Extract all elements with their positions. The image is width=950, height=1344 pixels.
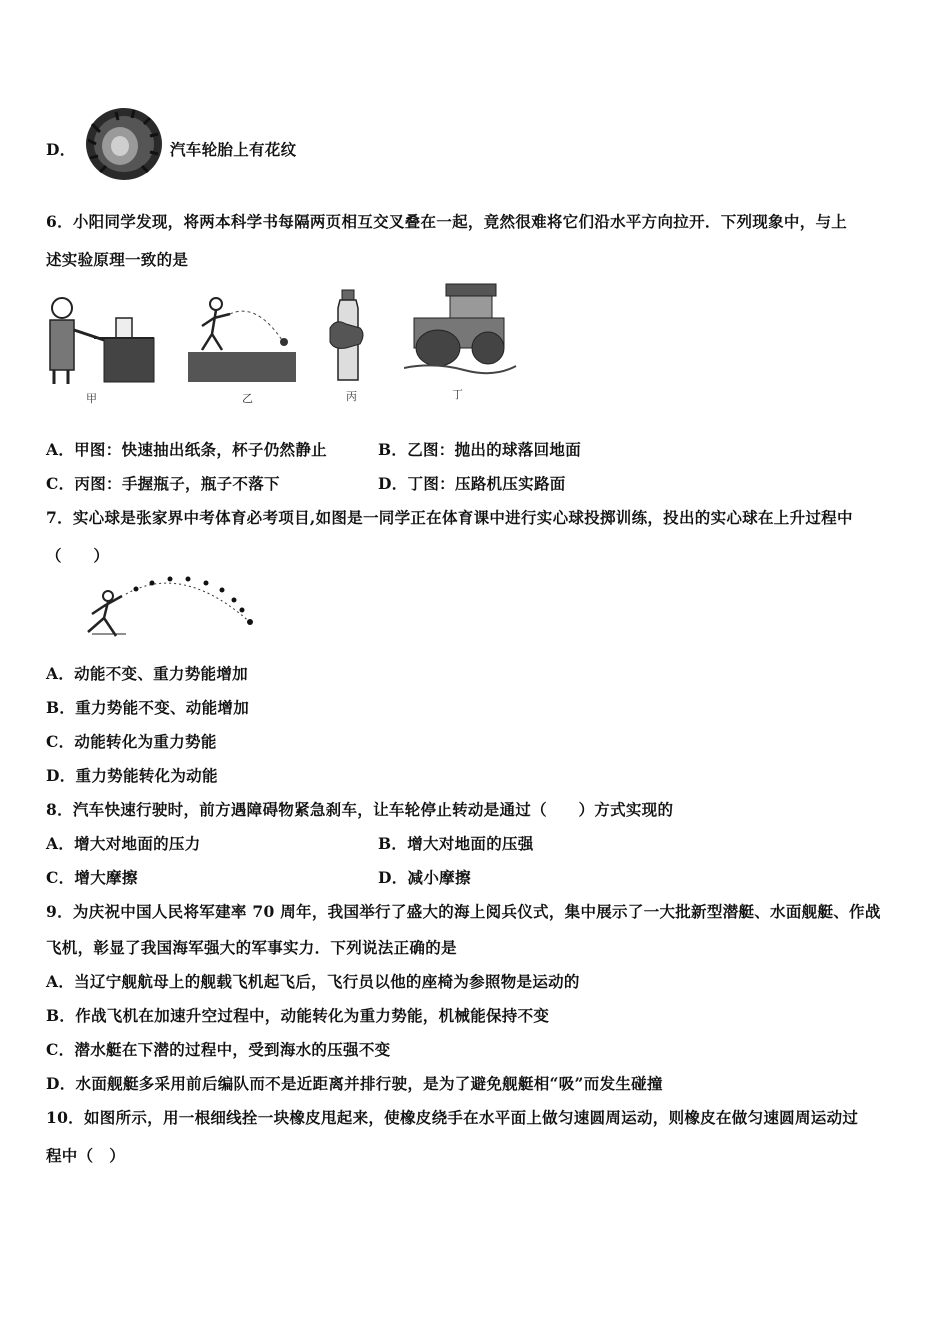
q9-option-d: D．水面舰艇多采用前后编队而不是近距离并排行驶，是为了避免舰艇相“吸”而发生碰撞: [46, 1074, 663, 1093]
figure-shot-put-trajectory: [74, 570, 264, 640]
caption-bing: 丙: [346, 390, 357, 403]
q10-stem-line1: 10．如图所示，用一根细线拴一块橡皮甩起来，使橡皮绕手在水平面上做匀速圆周运动，则橡皮在做匀速圆周运动过: [46, 1108, 859, 1127]
q9-option-b: B．作战飞机在加速升空过程中，动能转化为重力势能，机械能保持不变: [46, 1006, 550, 1025]
q8-option-b: B．增大对地面的压强: [378, 834, 534, 853]
q9-stem-line1: 9．为庆祝中国人民将军建率 70 周年，我国举行了盛大的海上阅兵仪式，集中展示了一大批新型潜艇、水面舰艇、作战: [46, 902, 881, 921]
q7-stem-line1: 7．实心球是张家界中考体育必考项目,如图是一同学正在体育课中进行实心球投掷训练，投出的实心球在上升过程中: [46, 508, 853, 527]
q8-option-a: A．增大对地面的压力: [46, 834, 201, 853]
q8-option-c: C．增大摩擦: [46, 868, 138, 887]
caption-yi: 乙: [242, 392, 253, 405]
q9-option-a: A．当辽宁舰航母上的舰载飞机起飞后，飞行员以他的座椅为参照物是运动的: [46, 972, 580, 991]
q6-option-d: D．丁图：压路机压实路面: [378, 474, 566, 493]
q6-option-a: A．甲图：快速抽出纸条，杯子仍然静止: [46, 440, 327, 459]
caption-jia: 甲: [86, 392, 97, 405]
q8-stem: 8．汽车快速行驶时，前方遇障碍物紧急刹车，让车轮停止转动是通过（ ）方式实现的: [46, 800, 674, 819]
q5-option-d-text: 汽车轮胎上有花纹: [170, 140, 297, 159]
tire-image: [80, 104, 164, 182]
q9-stem-line2: 飞机，彰显了我国海军强大的军事实力．下列说法正确的是: [46, 938, 457, 957]
q6-option-b: B．乙图：抛出的球落回地面: [378, 440, 582, 459]
q10-stem-line2: 程中（ ）: [46, 1146, 126, 1165]
figure-yi-throw: [186, 292, 298, 384]
q6-stem-line1: 6．小阳同学发现，将两本科学书每隔两页相互交叉叠在一起，竟然很难将它们沿水平方向拉开．下列现象中，与上: [46, 212, 848, 231]
q7-option-d: D．重力势能转化为动能: [46, 766, 218, 785]
q7-option-a: A．动能不变、重力势能增加: [46, 664, 248, 683]
q8-option-d: D．减小摩擦: [378, 868, 471, 887]
figure-bing-bottle: [326, 288, 370, 384]
q9-option-c: C．潜水艇在下潜的过程中，受到海水的压强不变: [46, 1040, 391, 1059]
q7-option-b: B．重力势能不变、动能增加: [46, 698, 250, 717]
figure-jia-cup: [44, 290, 156, 386]
caption-ding: 丁: [452, 388, 463, 401]
q7-option-c: C．动能转化为重力势能: [46, 732, 217, 751]
q7-stem-line2: （ ）: [46, 546, 110, 565]
q6-stem-line2: 述实验原理一致的是: [46, 250, 189, 269]
q5-option-d-letter: D．: [46, 140, 76, 159]
figure-ding-roller: [404, 282, 518, 378]
q6-option-c: C．丙图：手握瓶子，瓶子不落下: [46, 474, 280, 493]
